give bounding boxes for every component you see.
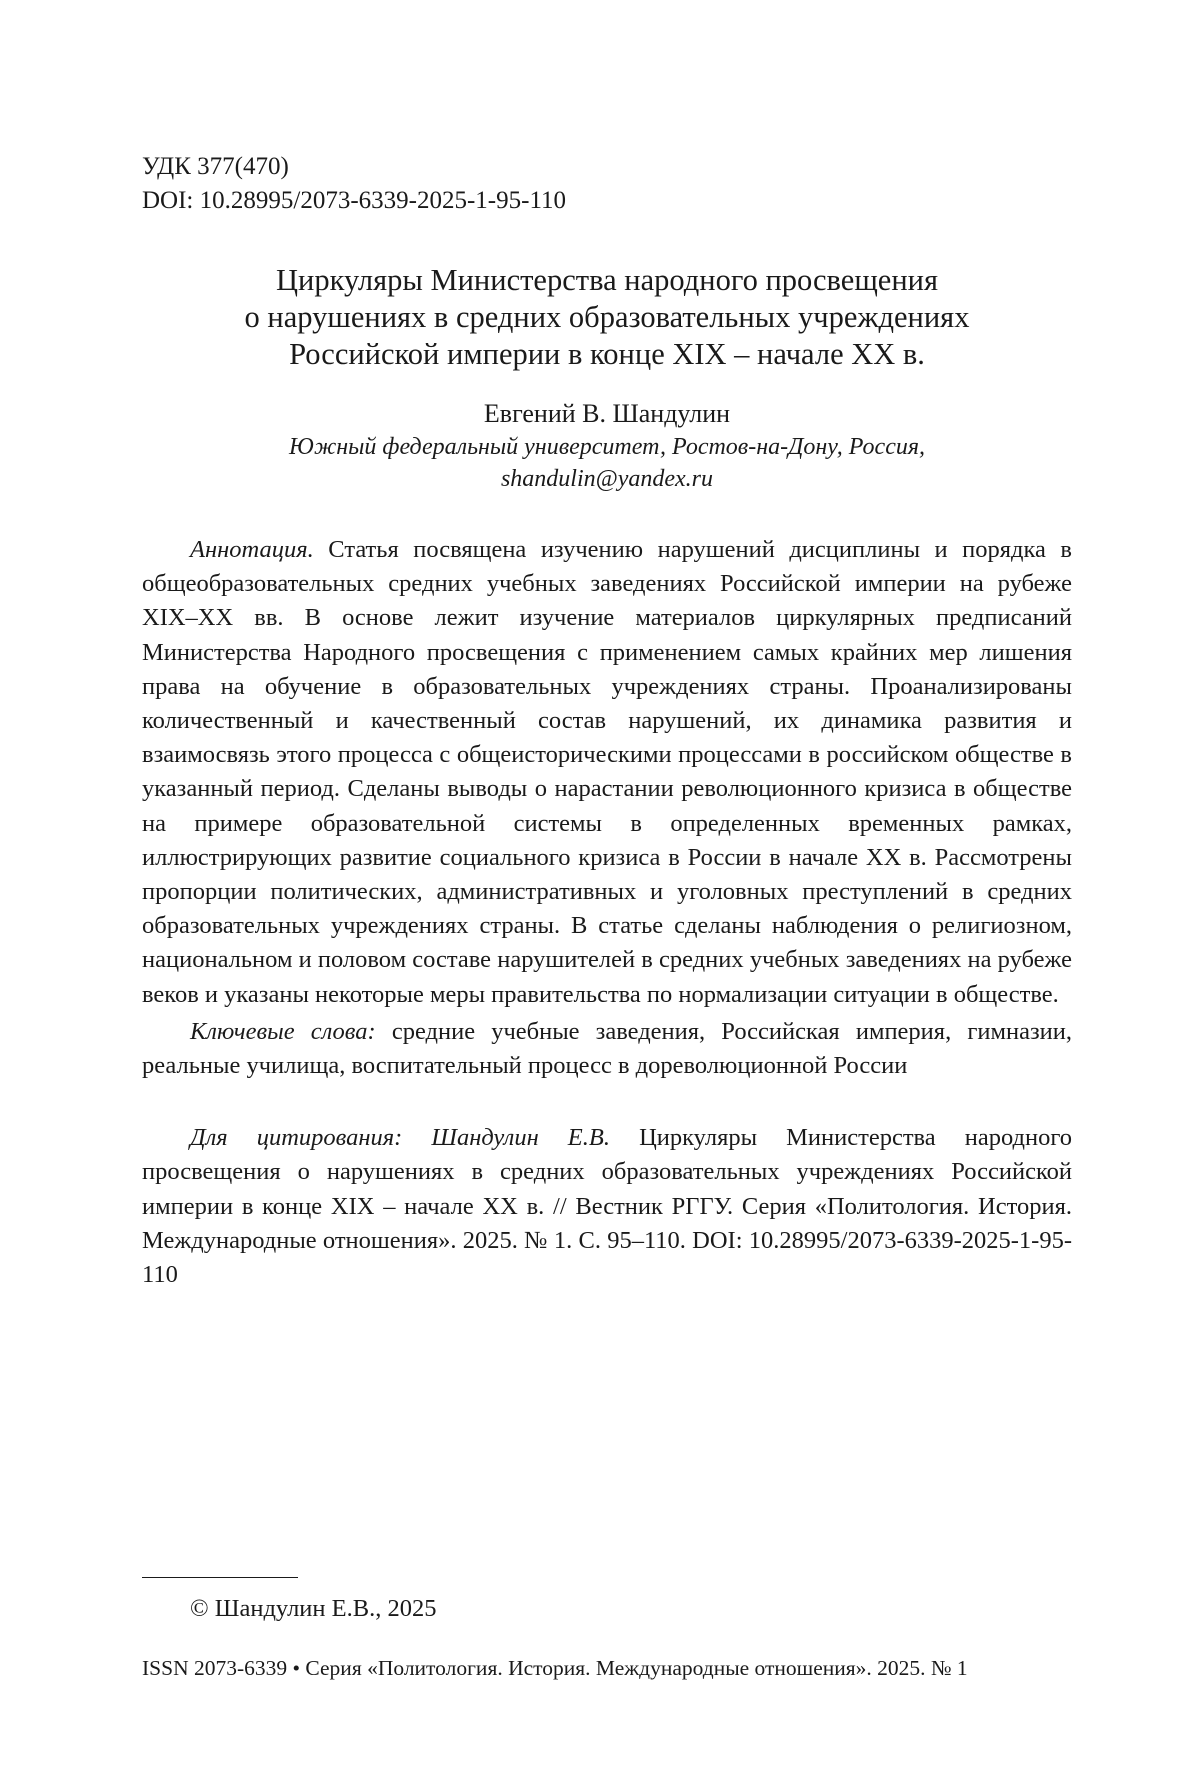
article-first-page bbox=[142, 150, 1072, 1317]
abstract bbox=[142, 533, 1072, 1012]
title-line: Российской империи в конце XIX – начале XX в. bbox=[289, 337, 925, 371]
author-email: shandulin@yandex.ru bbox=[500, 466, 714, 492]
udk-code: УДК 377(470) bbox=[142, 153, 289, 180]
author-affiliation: Южный федеральный университет, Ростов-на-Дону, Россия, bbox=[289, 434, 925, 460]
citation-label: Для цитирования: Шандулин Е.В. bbox=[190, 1124, 610, 1152]
keywords bbox=[142, 1015, 1072, 1083]
copyright-notice: © Шандулин Е.В., 2025 bbox=[190, 1595, 437, 1622]
keywords-text: средние учебные заведения, Российская империя, гимназии, реальные училища, воспитательный процесс в дореволюционной России bbox=[142, 1017, 1072, 1080]
doi-line: DOI: 10.28995/2073-6339-2025-1-95-110 bbox=[142, 187, 567, 214]
article-title bbox=[142, 262, 1072, 373]
citation-text: Циркуляры Министерства народного просвещения о нарушениях в средних образовательных учреждениях Российской империи в конце XIX – начале XX в. // Вестник РГГУ. Серия «Политология. История. Международные отношения». 2025. № 1. С. 95–110. DOI: 10.28995/2073-6339-2025-1-95-110 bbox=[142, 1124, 1073, 1289]
title-line: о нарушениях в средних образовательных учреждениях bbox=[244, 300, 970, 334]
abstract-text: Статья посвящена изучению нарушений дисциплины и порядка в общеобразовательных средних учебных заведениях Российской империи на рубеже XIX–XX вв. В основе лежит изучение материалов циркулярных предписаний Министерства Народного просвещения с применением самых крайних мер лишения права на обучение в образовательных учреждениях страны. Проанализированы количественный и качественный состав нарушений, их динамика развития и взаимосвязь этого процесса с общеисторическими процессами в российском обществе в указанный период. Сделаны выводы о нарастании революционного кризиса в обществе на примере образовательной системы в определенных временных рамках, иллюстрирующих развитие социального кризиса в России в начале XX в. Рассмотрены пропорции политических, административных и уголовных преступлений в средних образовательных учреждениях страны. В статье сделаны наблюдения о религиозном, национальном и половом составе нарушителей в средних учебных заведениях на рубеже веков и указаны некоторые меры правительства по нормализации ситуации в обществе. bbox=[142, 536, 1073, 1008]
author-name: Евгений В. Шандулин bbox=[483, 399, 731, 428]
title-line: Циркуляры Министерства народного просвещения bbox=[275, 263, 939, 297]
abstract-label: Аннотация. bbox=[190, 536, 314, 563]
keywords-label: Ключевые слова: bbox=[190, 1017, 376, 1045]
footnote-divider bbox=[142, 1577, 298, 1578]
page-footer: ISSN 2073-6339 • Серия «Политология. История. Международные отношения». 2025. № 1 bbox=[142, 1656, 968, 1680]
citation bbox=[142, 1121, 1072, 1292]
